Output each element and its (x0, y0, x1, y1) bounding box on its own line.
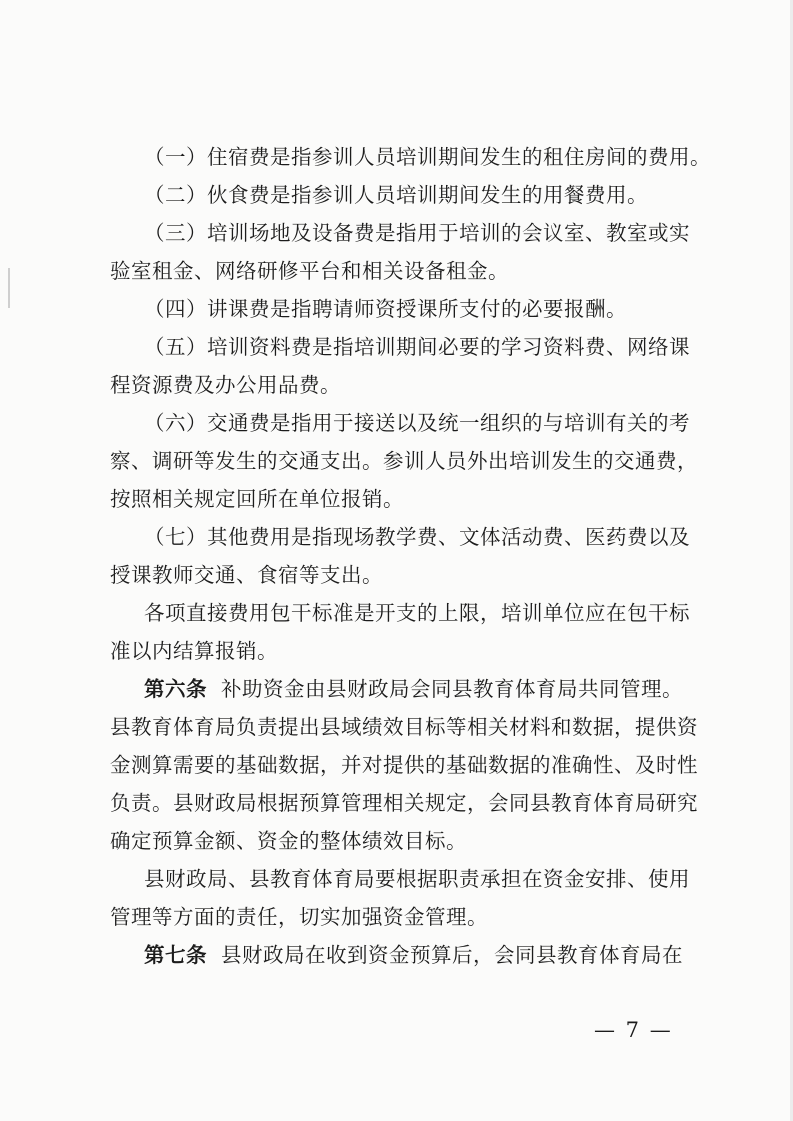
body-text (110, 138, 711, 974)
article-6-paragraph-2-line-2: 管理等方面的责任，切实加强资金管理。 (110, 905, 488, 929)
item-6-continuation-1: 察、调研等发生的交通支出。参训人员外出培训发生的交通费， (110, 449, 698, 473)
item-7-line: （七）其他费用是指现场教学费、文体活动费、医药费以及 (144, 525, 690, 549)
item-6-line: （六）交通费是指用于接送以及统一组织的与培训有关的考 (144, 411, 690, 435)
item-4-line: （四）讲课费是指聘请师资授课所支付的必要报酬。 (144, 297, 627, 321)
article-6-line-2: 县教育体育局负责提出县域绩效目标等相关材料和数据，提供资 (110, 715, 698, 739)
standards-paragraph-continuation: 准以内结算报销。 (110, 639, 278, 663)
article-7-text: 县财政局在收到资金预算后，会同县教育体育局在 (221, 943, 684, 967)
item-7-continuation: 授课教师交通、食宿等支出。 (110, 563, 383, 587)
article-6-label: 第六条 (144, 677, 207, 701)
article-7-label: 第七条 (144, 943, 207, 967)
standards-paragraph-line: 各项直接费用包干标准是开支的上限，培训单位应在包干标 (144, 601, 690, 625)
item-3-line: （三）培训场地及设备费是指用于培训的会议室、教室或实 (144, 221, 690, 245)
item-5-continuation: 程资源费及办公用品费。 (110, 373, 341, 397)
article-7-first-line (110, 936, 685, 974)
page-number: — 7 — (594, 1018, 673, 1042)
item-2-line: （二）伙食费是指参训人员培训期间发生的用餐费用。 (144, 183, 648, 207)
article-6-line-4: 负责。县财政局根据预算管理相关规定，会同县教育体育局研究 (110, 791, 698, 815)
article-6-line-3: 金测算需要的基础数据，并对提供的基础数据的准确性、及时性 (110, 753, 698, 777)
item-5-line: （五）培训资料费是指培训期间必要的学习资料费、网络课 (144, 335, 690, 359)
item-1-line: （一）住宿费是指参训人员培训期间发生的租住房间的费用。 (144, 145, 711, 169)
article-6-line-5: 确定预算金额、资金的整体绩效目标。 (110, 829, 467, 853)
article-6-first-line (110, 670, 685, 708)
item-3-continuation: 验室租金、网络研修平台和相关设备租金。 (110, 259, 509, 283)
article-6-text: 补助资金由县财政局会同县教育体育局共同管理。 (221, 677, 684, 701)
item-6-continuation-2: 按照相关规定回所在单位报销。 (110, 487, 404, 511)
article-6-paragraph-2-line-1: 县财政局、县教育体育局要根据职责承担在资金安排、使用 (144, 867, 690, 891)
scan-margin-mark (8, 268, 10, 308)
